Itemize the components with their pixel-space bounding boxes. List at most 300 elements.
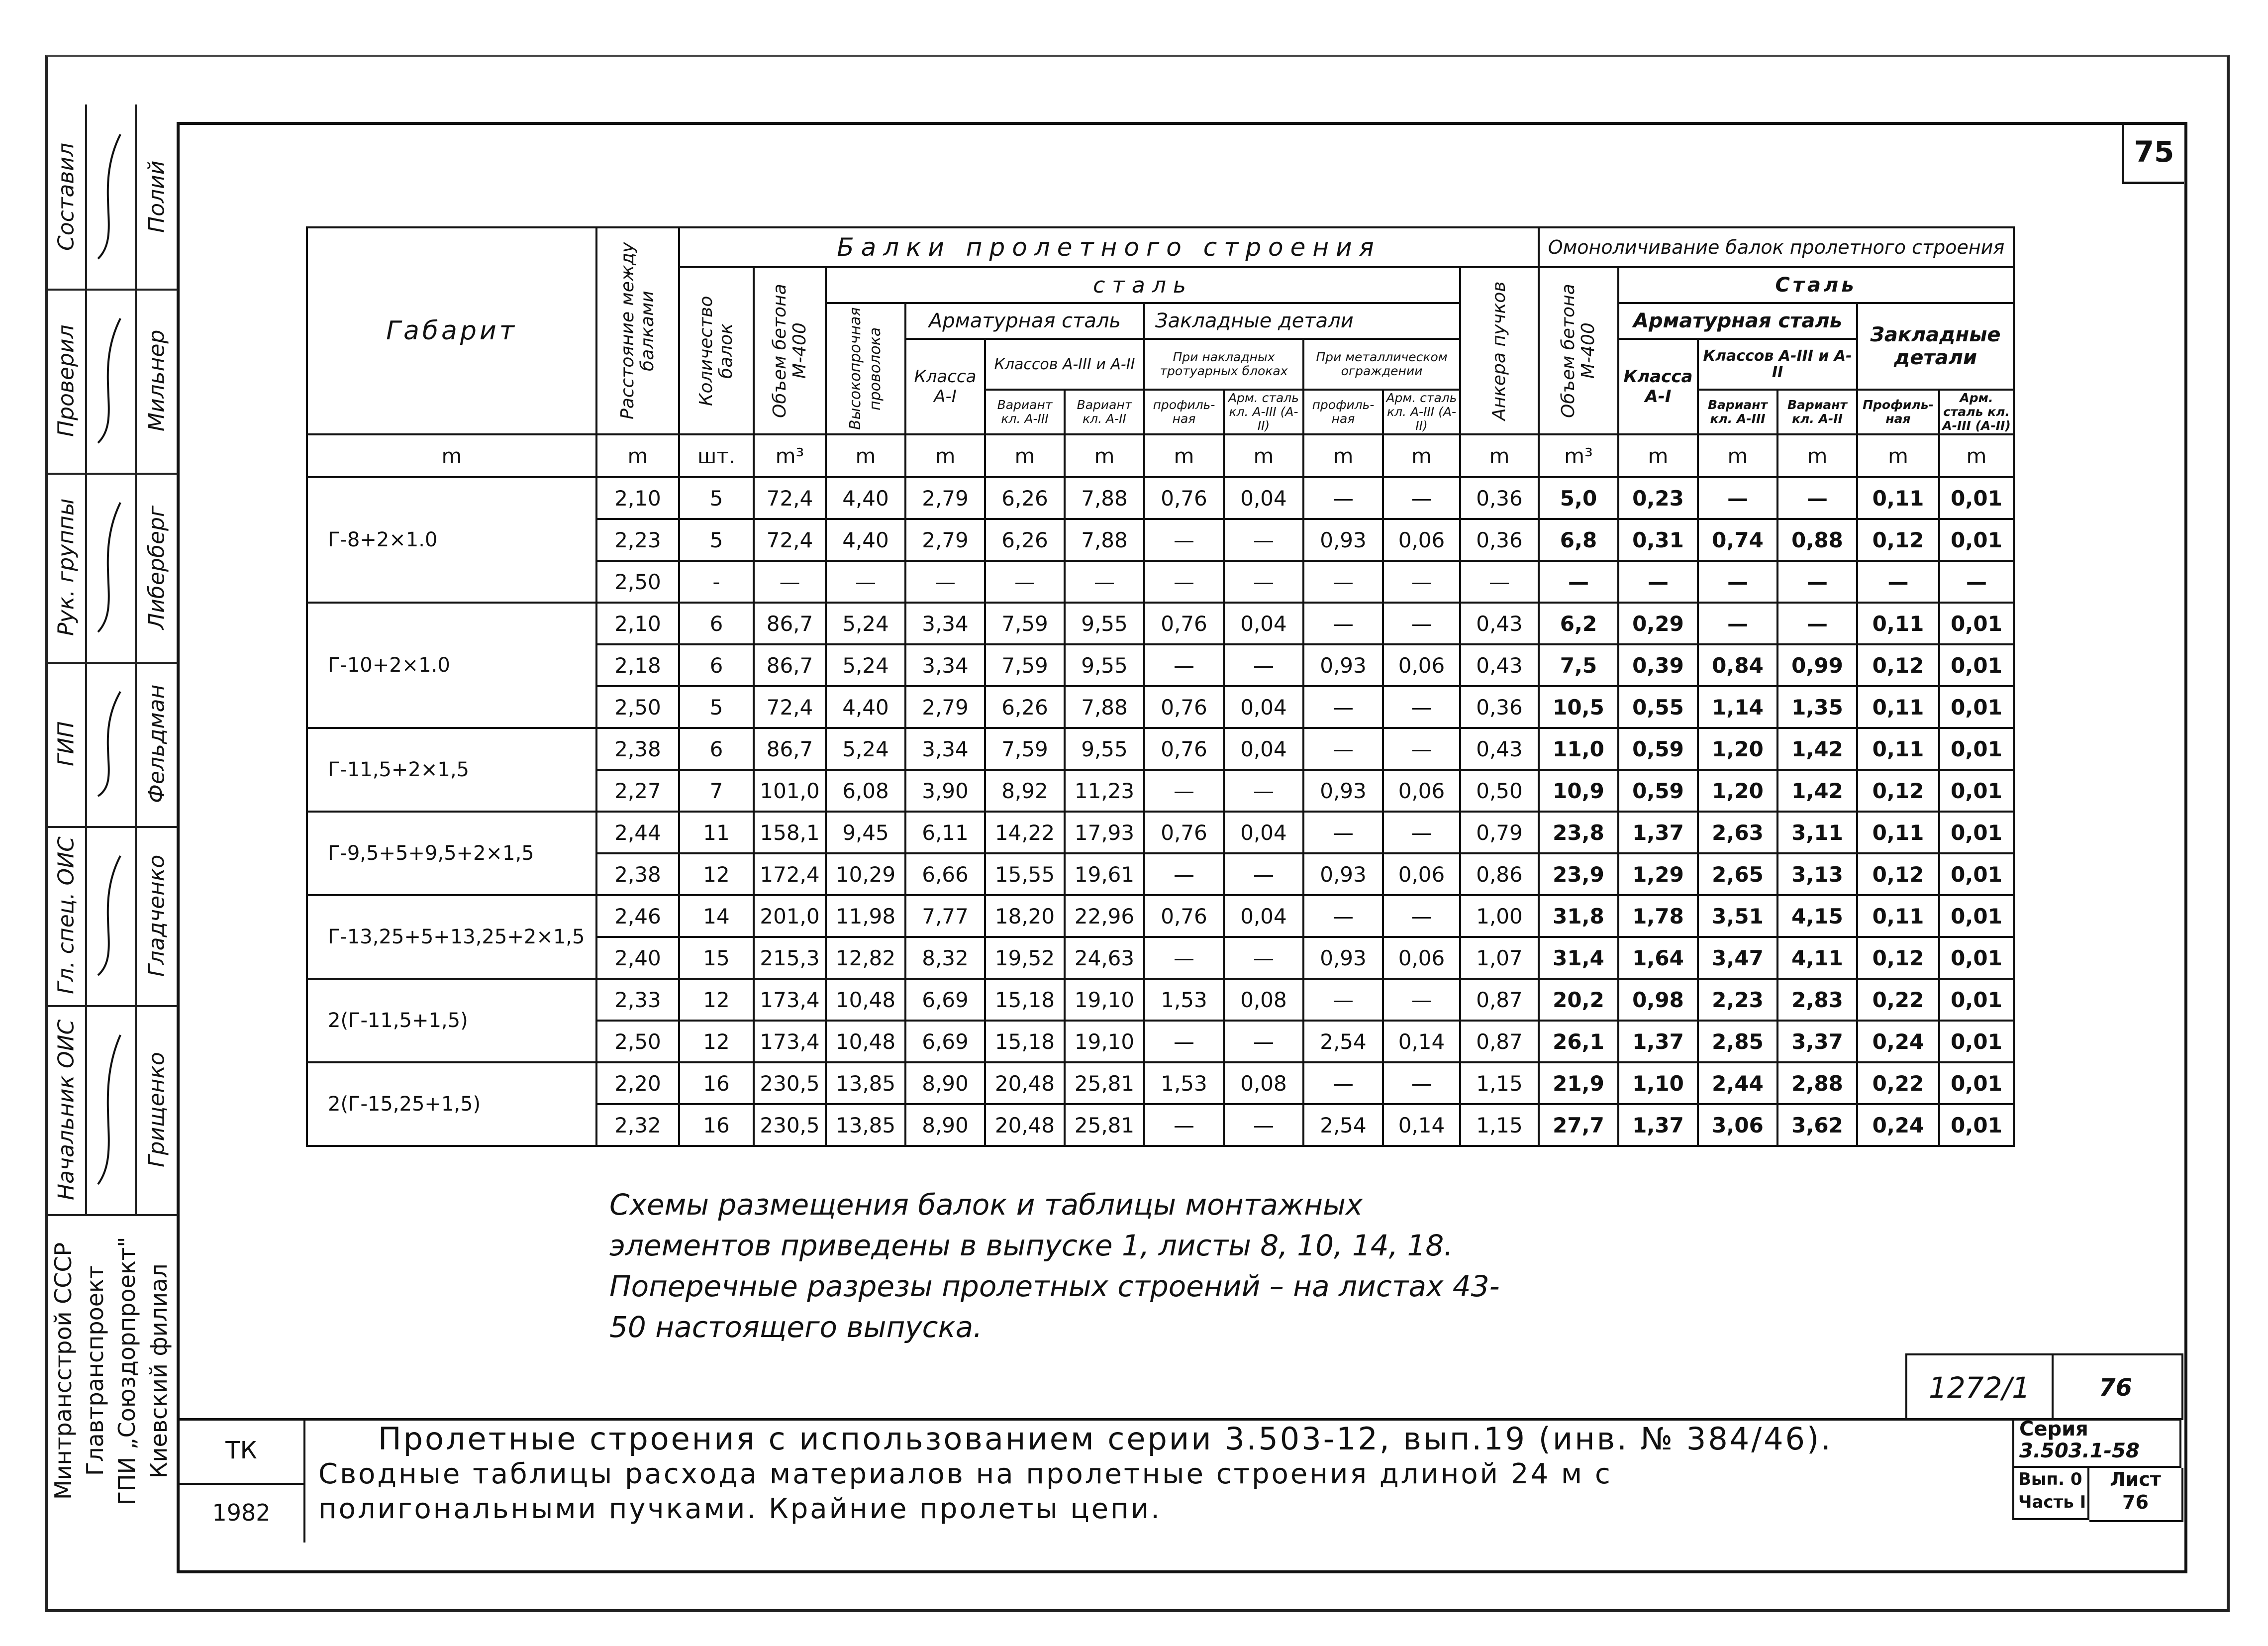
value-cell: 9,45 (826, 812, 905, 853)
value-cell: 0,23 (1618, 477, 1698, 519)
value-cell: 5 (679, 477, 754, 519)
signature-icon (93, 682, 128, 806)
stamp-name: Полий (144, 160, 170, 233)
value-cell: 19,10 (1065, 979, 1144, 1021)
table-body (307, 477, 2014, 1146)
value-cell: 6 (679, 644, 754, 686)
series-box (2012, 1418, 2181, 1468)
year-label: 1982 (212, 1499, 271, 1526)
value-cell: 0,36 (1460, 686, 1539, 728)
value-cell: 8,32 (905, 937, 985, 979)
value-cell: 3,06 (1698, 1104, 1777, 1146)
value-cell: 230,5 (754, 1062, 826, 1104)
stamp-role: Рук. группы (53, 498, 79, 636)
value-cell: 6,66 (905, 853, 985, 895)
value-cell: — (1144, 561, 1224, 603)
value-cell: 5,0 (1539, 477, 1618, 519)
value-cell: 31,8 (1539, 895, 1618, 937)
value-cell: 0,36 (1460, 477, 1539, 519)
value-cell: — (1303, 812, 1383, 853)
value-cell: 173,4 (754, 1021, 826, 1062)
value-cell: 22,96 (1065, 895, 1144, 937)
value-cell: 0,43 (1460, 644, 1539, 686)
header-class-a1-2: Класса А-I (1618, 339, 1698, 434)
value-cell: 1,10 (1618, 1062, 1698, 1104)
value-cell: 11,23 (1065, 770, 1144, 812)
value-cell: 7 (679, 770, 754, 812)
unit-cell: m (1698, 434, 1777, 477)
value-cell: 0,24 (1857, 1021, 1939, 1062)
stamp-name: Либерберг (144, 505, 170, 629)
value-cell: 20,48 (985, 1062, 1065, 1104)
value-cell: 3,62 (1777, 1104, 1857, 1146)
value-cell: 2,44 (1698, 1062, 1777, 1104)
value-cell: 0,11 (1857, 477, 1939, 519)
header-embedded: Закладные детали (1144, 303, 1460, 339)
value-cell: 2,18 (596, 644, 679, 686)
value-cell: 0,12 (1857, 770, 1939, 812)
value-cell: 2,23 (1698, 979, 1777, 1021)
signature-icon (93, 493, 128, 642)
header-classes-2: Классов А-III и А-II (1698, 339, 1857, 390)
value-cell: — (1383, 603, 1460, 644)
header-prefab: При накладных тротуарных блоках (1144, 339, 1303, 390)
gabarit-cell: Г-9,5+5+9,5+2×1,5 (307, 812, 596, 895)
value-cell: 0,01 (1939, 603, 2014, 644)
value-cell: 23,8 (1539, 812, 1618, 853)
unit-cell: m (1303, 434, 1383, 477)
value-cell: 2,23 (596, 519, 679, 561)
value-cell: 1,42 (1777, 728, 1857, 770)
value-cell: — (1303, 686, 1383, 728)
header-wire: Высокопрочная проволока (826, 303, 905, 434)
header-rebar-2: Арматурная сталь (1618, 303, 1857, 339)
org-line: Киевский филиал (145, 1263, 172, 1478)
value-cell: 0,04 (1224, 895, 1303, 937)
sheet-top-box (2050, 1353, 2183, 1420)
stamp-name: Гладченко (144, 854, 170, 977)
value-cell: — (1939, 561, 2014, 603)
year-cell (179, 1483, 305, 1543)
value-cell: 0,99 (1777, 644, 1857, 686)
value-cell: 24,63 (1065, 937, 1144, 979)
value-cell: 1,53 (1144, 1062, 1224, 1104)
value-cell: 1,20 (1698, 770, 1777, 812)
value-cell: 0,36 (1460, 519, 1539, 561)
value-cell: 3,11 (1777, 812, 1857, 853)
value-cell: 0,93 (1303, 519, 1383, 561)
stamp-role: Гл. спец. ОИС (53, 836, 79, 995)
value-cell: — (1144, 519, 1224, 561)
value-cell: 0,01 (1939, 728, 2014, 770)
value-cell: 0,88 (1777, 519, 1857, 561)
value-cell: 0,14 (1383, 1104, 1460, 1146)
header-metal: При металлическом ограждении (1303, 339, 1460, 390)
gabarit-cell: 2(Г-15,25+1,5) (307, 1062, 596, 1146)
value-cell: 0,93 (1303, 937, 1383, 979)
value-cell: 0,43 (1460, 603, 1539, 644)
value-cell: — (1144, 1021, 1224, 1062)
value-cell: 10,5 (1539, 686, 1618, 728)
value-cell: 2,33 (596, 979, 679, 1021)
gabarit-cell: Г-13,25+5+13,25+2×1,5 (307, 895, 596, 979)
value-cell: 7,77 (905, 895, 985, 937)
value-cell: 2,79 (905, 519, 985, 561)
value-cell: 2,79 (905, 477, 985, 519)
value-cell: 7,59 (985, 644, 1065, 686)
value-cell: 0,12 (1857, 937, 1939, 979)
value-cell: — (1303, 728, 1383, 770)
value-cell: 7,5 (1539, 644, 1618, 686)
value-cell: 0,74 (1698, 519, 1777, 561)
value-cell: — (1618, 561, 1698, 603)
value-cell: — (1224, 1021, 1303, 1062)
header-steel-2: Сталь (1618, 267, 2014, 303)
value-cell: 0,12 (1857, 519, 1939, 561)
value-cell: 0,98 (1618, 979, 1698, 1021)
value-cell: 0,01 (1939, 937, 2014, 979)
value-cell: — (1777, 477, 1857, 519)
value-cell: 0,31 (1618, 519, 1698, 561)
value-cell: 11,0 (1539, 728, 1618, 770)
value-cell: — (1303, 979, 1383, 1021)
unit-cell: m (1939, 434, 2014, 477)
value-cell: 0,93 (1303, 644, 1383, 686)
title-line-3: полигональными пучками. Крайние пролеты цепи. (318, 1493, 1162, 1525)
value-cell: 12 (679, 853, 754, 895)
value-cell: — (1303, 477, 1383, 519)
value-cell: — (1303, 1062, 1383, 1104)
value-cell: 25,81 (1065, 1062, 1144, 1104)
value-cell: 26,1 (1539, 1021, 1618, 1062)
series-label: Серия (2019, 1418, 2088, 1440)
value-cell: 20,2 (1539, 979, 1618, 1021)
table-row (307, 895, 2014, 937)
table-row (307, 979, 2014, 1021)
page-number: 75 (2134, 135, 2174, 169)
value-cell: 0,06 (1383, 519, 1460, 561)
value-cell: 6,11 (905, 812, 985, 853)
stamp-row (47, 1005, 178, 1216)
units-row (307, 434, 2014, 477)
value-cell: 4,40 (826, 686, 905, 728)
table-row (307, 603, 2014, 644)
title-line-2: Сводные таблицы расхода материалов на пролетные строения длиной 24 м с (318, 1458, 1612, 1490)
value-cell: 0,01 (1939, 853, 2014, 895)
value-cell: — (1539, 561, 1618, 603)
gabarit-cell: Г-8+2×1.0 (307, 477, 596, 603)
header-var-a3-b: Вариант кл. А-III (1698, 390, 1777, 434)
value-cell: 0,11 (1857, 686, 1939, 728)
value-cell: 6,26 (985, 686, 1065, 728)
value-cell: 1,07 (1460, 937, 1539, 979)
header-classes: Классов А-III и А-II (985, 339, 1144, 390)
value-cell: 2,79 (905, 686, 985, 728)
value-cell: 15,18 (985, 979, 1065, 1021)
value-cell: 14,22 (985, 812, 1065, 853)
value-cell: 5,24 (826, 644, 905, 686)
value-cell: 23,9 (1539, 853, 1618, 895)
value-cell: 4,40 (826, 477, 905, 519)
value-cell: 17,93 (1065, 812, 1144, 853)
value-cell: 0,04 (1224, 728, 1303, 770)
value-cell: 0,59 (1618, 770, 1698, 812)
value-cell: 1,14 (1698, 686, 1777, 728)
value-cell: — (1224, 770, 1303, 812)
table-row (307, 1062, 2014, 1104)
value-cell: 14 (679, 895, 754, 937)
value-cell: 5 (679, 519, 754, 561)
value-cell: 6,26 (985, 477, 1065, 519)
stamp-role: Составил (53, 142, 79, 251)
header-profile-c: Профиль-ная (1857, 390, 1939, 434)
stamp-row (47, 289, 178, 475)
value-cell: 3,13 (1777, 853, 1857, 895)
value-cell: 0,79 (1460, 812, 1539, 853)
value-cell: 1,20 (1698, 728, 1777, 770)
gabarit-cell: Г-10+2×1.0 (307, 603, 596, 728)
value-cell: 1,15 (1460, 1062, 1539, 1104)
value-cell: 15,55 (985, 853, 1065, 895)
value-cell: 18,20 (985, 895, 1065, 937)
value-cell: 0,76 (1144, 728, 1224, 770)
value-cell: 0,08 (1224, 979, 1303, 1021)
issue-value: Вып. 0 (2018, 1469, 2082, 1489)
value-cell: 0,04 (1224, 603, 1303, 644)
part-value: Часть I (2018, 1492, 2086, 1512)
table-row (307, 728, 2014, 770)
tk-cell (179, 1418, 305, 1485)
value-cell: 0,76 (1144, 895, 1224, 937)
header-profile: профиль-ная (1144, 390, 1224, 434)
value-cell: 2,38 (596, 853, 679, 895)
value-cell: 0,55 (1618, 686, 1698, 728)
value-cell: 215,3 (754, 937, 826, 979)
value-cell: 3,34 (905, 728, 985, 770)
value-cell: 0,22 (1857, 979, 1939, 1021)
value-cell: — (1777, 561, 1857, 603)
value-cell: 2,20 (596, 1062, 679, 1104)
header-var-a2: Вариант кл. А-II (1065, 390, 1144, 434)
value-cell: 5,24 (826, 728, 905, 770)
value-cell: 2,10 (596, 603, 679, 644)
value-cell: 0,12 (1857, 853, 1939, 895)
value-cell: 6,08 (826, 770, 905, 812)
doc-number: 1272/1 (1928, 1371, 2031, 1405)
value-cell: 1,42 (1777, 770, 1857, 812)
value-cell: 2,65 (1698, 853, 1777, 895)
value-cell: 7,88 (1065, 519, 1144, 561)
unit-cell: m³ (754, 434, 826, 477)
value-cell: 1,37 (1618, 1021, 1698, 1062)
value-cell: 0,76 (1144, 477, 1224, 519)
value-cell: 0,01 (1939, 812, 2014, 853)
value-cell: 0,01 (1939, 1062, 2014, 1104)
unit-cell: m (1777, 434, 1857, 477)
value-cell: 10,48 (826, 1021, 905, 1062)
doc-number-box (1905, 1353, 2054, 1420)
header-profile-b: профиль-ная (1303, 390, 1383, 434)
value-cell: 230,5 (754, 1104, 826, 1146)
header-arm-steel-b: Арм. сталь кл. А-III (А-II) (1383, 390, 1460, 434)
value-cell: 1,78 (1618, 895, 1698, 937)
value-cell: — (1383, 979, 1460, 1021)
value-cell: 10,9 (1539, 770, 1618, 812)
value-cell: 0,11 (1857, 812, 1939, 853)
value-cell: — (1698, 603, 1777, 644)
value-cell: 8,90 (905, 1062, 985, 1104)
sheet-box (2089, 1468, 2183, 1522)
value-cell: 158,1 (754, 812, 826, 853)
page-number-box (2122, 122, 2184, 184)
value-cell: 0,04 (1224, 812, 1303, 853)
header-concrete: Объем бетона М-400 (754, 267, 826, 434)
value-cell: 0,93 (1303, 770, 1383, 812)
value-cell: 11,98 (826, 895, 905, 937)
value-cell: 6,26 (985, 519, 1065, 561)
value-cell: 2,54 (1303, 1021, 1383, 1062)
value-cell: 0,01 (1939, 477, 2014, 519)
value-cell: 6,2 (1539, 603, 1618, 644)
value-cell: 7,88 (1065, 477, 1144, 519)
value-cell: 0,93 (1303, 853, 1383, 895)
value-cell: 2,63 (1698, 812, 1777, 853)
value-cell: 0,11 (1857, 728, 1939, 770)
value-cell: 0,39 (1618, 644, 1698, 686)
value-cell: — (1698, 561, 1777, 603)
value-cell: 15,18 (985, 1021, 1065, 1062)
value-cell: — (1857, 561, 1939, 603)
value-cell: 3,34 (905, 603, 985, 644)
value-cell: 25,81 (1065, 1104, 1144, 1146)
header-count: Количество балок (679, 267, 754, 434)
value-cell: 0,50 (1460, 770, 1539, 812)
value-cell: 10,48 (826, 979, 905, 1021)
table-row (307, 812, 2014, 853)
value-cell: 86,7 (754, 603, 826, 644)
value-cell: 0,87 (1460, 1021, 1539, 1062)
unit-cell: m (1144, 434, 1224, 477)
value-cell: — (1303, 895, 1383, 937)
value-cell: 0,06 (1383, 770, 1460, 812)
value-cell: 8,90 (905, 1104, 985, 1146)
value-cell: — (1224, 519, 1303, 561)
stamp-name: Мильнер (144, 329, 170, 432)
value-cell: 2,32 (596, 1104, 679, 1146)
value-cell: 0,86 (1460, 853, 1539, 895)
value-cell: — (1224, 853, 1303, 895)
value-cell: — (1383, 1062, 1460, 1104)
side-stamp (47, 104, 178, 1528)
value-cell: 6,69 (905, 979, 985, 1021)
value-cell: — (826, 561, 905, 603)
value-cell: — (1383, 686, 1460, 728)
value-cell: 0,04 (1224, 686, 1303, 728)
org-line: Главтранспроект (82, 1265, 108, 1476)
value-cell: 0,84 (1698, 644, 1777, 686)
value-cell: 6,8 (1539, 519, 1618, 561)
value-cell: — (1224, 561, 1303, 603)
value-cell: 9,55 (1065, 644, 1144, 686)
value-cell: 12,82 (826, 937, 905, 979)
unit-cell: m (1857, 434, 1939, 477)
value-cell: — (1224, 1104, 1303, 1146)
stamp-row (47, 662, 178, 828)
series-value: 3.503.1-58 (2019, 1440, 2140, 1462)
value-cell: — (1383, 728, 1460, 770)
value-cell: 0,01 (1939, 644, 2014, 686)
unit-cell: m (596, 434, 679, 477)
unit-cell: m (1460, 434, 1539, 477)
value-cell: 2,50 (596, 561, 679, 603)
value-cell: 2,10 (596, 477, 679, 519)
value-cell: 1,35 (1777, 686, 1857, 728)
value-cell: 12 (679, 979, 754, 1021)
value-cell: — (1224, 937, 1303, 979)
value-cell: — (1144, 644, 1224, 686)
header-beams-group: Балки пролетного строения (679, 227, 1539, 267)
stamp-name: Фельдман (144, 684, 170, 804)
value-cell: 0,06 (1383, 644, 1460, 686)
note-text: Схемы размещения балок и таблицы монтажных элементов приведены в выпуске 1, листы 8, 10, 14, 18. Поперечные разрезы пролетных строений – на листах 43-50 настоящего выпуска. (609, 1188, 1500, 1344)
value-cell: 4,40 (826, 519, 905, 561)
value-cell: 2,54 (1303, 1104, 1383, 1146)
unit-cell: m (1224, 434, 1303, 477)
value-cell: — (754, 561, 826, 603)
value-cell: 16 (679, 1104, 754, 1146)
signature-icon (93, 124, 128, 269)
tk-label: ТК (225, 1437, 257, 1464)
value-cell: 0,01 (1939, 770, 2014, 812)
value-cell: 4,11 (1777, 937, 1857, 979)
value-cell: — (1303, 561, 1383, 603)
value-cell: 0,01 (1939, 1021, 2014, 1062)
value-cell: 4,15 (1777, 895, 1857, 937)
value-cell: — (1777, 603, 1857, 644)
value-cell: 72,4 (754, 477, 826, 519)
value-cell: 0,24 (1857, 1104, 1939, 1146)
value-cell: — (1144, 770, 1224, 812)
value-cell: 0,87 (1460, 979, 1539, 1021)
value-cell: 0,01 (1939, 686, 2014, 728)
value-cell: 11 (679, 812, 754, 853)
value-cell: 3,34 (905, 644, 985, 686)
header-concrete-2: Объем бетона М-400 (1539, 267, 1618, 434)
gabarit-cell: 2(Г-11,5+1,5) (307, 979, 596, 1062)
value-cell: — (1460, 561, 1539, 603)
value-cell: — (1144, 1104, 1224, 1146)
value-cell: 201,0 (754, 895, 826, 937)
value-cell: 2,50 (596, 1021, 679, 1062)
value-cell: 0,06 (1383, 853, 1460, 895)
header-steel: сталь (826, 267, 1460, 303)
signature-icon (93, 846, 128, 985)
org-line: ГПИ „Союздорпроект" (113, 1236, 140, 1505)
value-cell: 72,4 (754, 686, 826, 728)
value-cell: 7,59 (985, 728, 1065, 770)
value-cell: — (1698, 477, 1777, 519)
value-cell: 0,01 (1939, 1104, 2014, 1146)
value-cell: 0,08 (1224, 1062, 1303, 1104)
value-cell: 19,10 (1065, 1021, 1144, 1062)
value-cell: 0,06 (1383, 937, 1460, 979)
value-cell: 2,85 (1698, 1021, 1777, 1062)
value-cell: 13,85 (826, 1062, 905, 1104)
value-cell: 9,55 (1065, 603, 1144, 644)
value-cell: 0,12 (1857, 644, 1939, 686)
value-cell: 27,7 (1539, 1104, 1618, 1146)
value-cell: — (1383, 895, 1460, 937)
